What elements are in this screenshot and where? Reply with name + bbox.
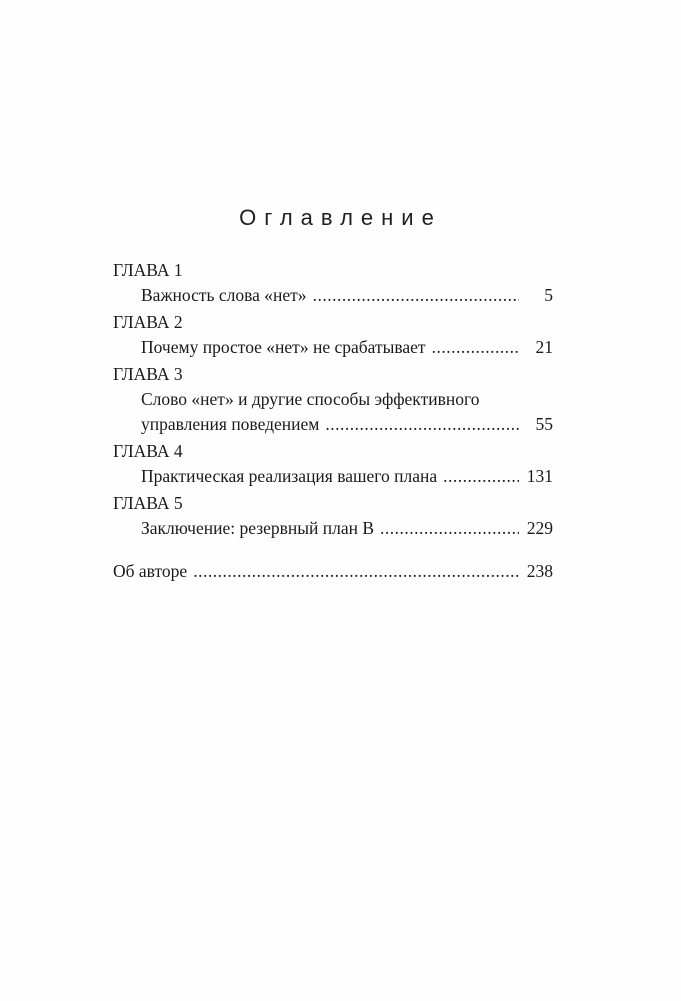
toc-entry-about[interactable]: [113, 559, 553, 584]
toc-chapter-2: [113, 310, 553, 360]
chapter-title: Важность слова «нет»: [141, 285, 307, 305]
chapter-label: ГЛАВА 1: [113, 260, 183, 280]
toc-chapter-1: [113, 258, 553, 308]
dot-leader: [380, 516, 519, 541]
chapter-label: ГЛАВА 2: [113, 312, 183, 332]
toc-entry[interactable]: [113, 464, 553, 489]
toc-chapter-5: [113, 491, 553, 541]
chapter-label: ГЛАВА 4: [113, 441, 183, 461]
chapter-title: Почему простое «нет» не срабатывает: [141, 337, 426, 357]
page-number: 55: [535, 414, 553, 434]
page-number: 238: [526, 561, 553, 581]
chapter-label: ГЛАВА 5: [113, 493, 183, 513]
chapter-title: Заключение: резервный план B: [141, 518, 375, 538]
dot-leader: [443, 464, 519, 489]
page-number: 21: [535, 337, 553, 357]
toc-entry[interactable]: [113, 335, 553, 360]
toc-entry[interactable]: [113, 283, 553, 308]
about-title: Об авторе: [113, 561, 188, 581]
dot-leader: [432, 335, 519, 360]
toc-entry[interactable]: [113, 516, 553, 541]
page-number: 5: [544, 285, 553, 305]
toc-chapter-4: [113, 439, 553, 489]
dot-leader: [325, 412, 519, 437]
page-number: 229: [526, 518, 553, 538]
page-number: 131: [526, 466, 553, 486]
chapter-title: управления поведением: [141, 414, 320, 434]
dot-leader: [313, 283, 519, 308]
chapter-label: ГЛАВА 3: [113, 364, 183, 384]
table-of-contents: [113, 258, 553, 584]
dot-leader: [193, 559, 519, 584]
toc-chapter-3: [113, 362, 553, 437]
chapter-title: Практическая реализация вашего плана: [141, 466, 438, 486]
toc-entry[interactable]: [113, 412, 553, 437]
toc-title: Оглавление: [239, 205, 442, 230]
spacer: [113, 543, 553, 559]
chapter-title-line: Слово «нет» и другие способы эффективного: [141, 389, 480, 409]
